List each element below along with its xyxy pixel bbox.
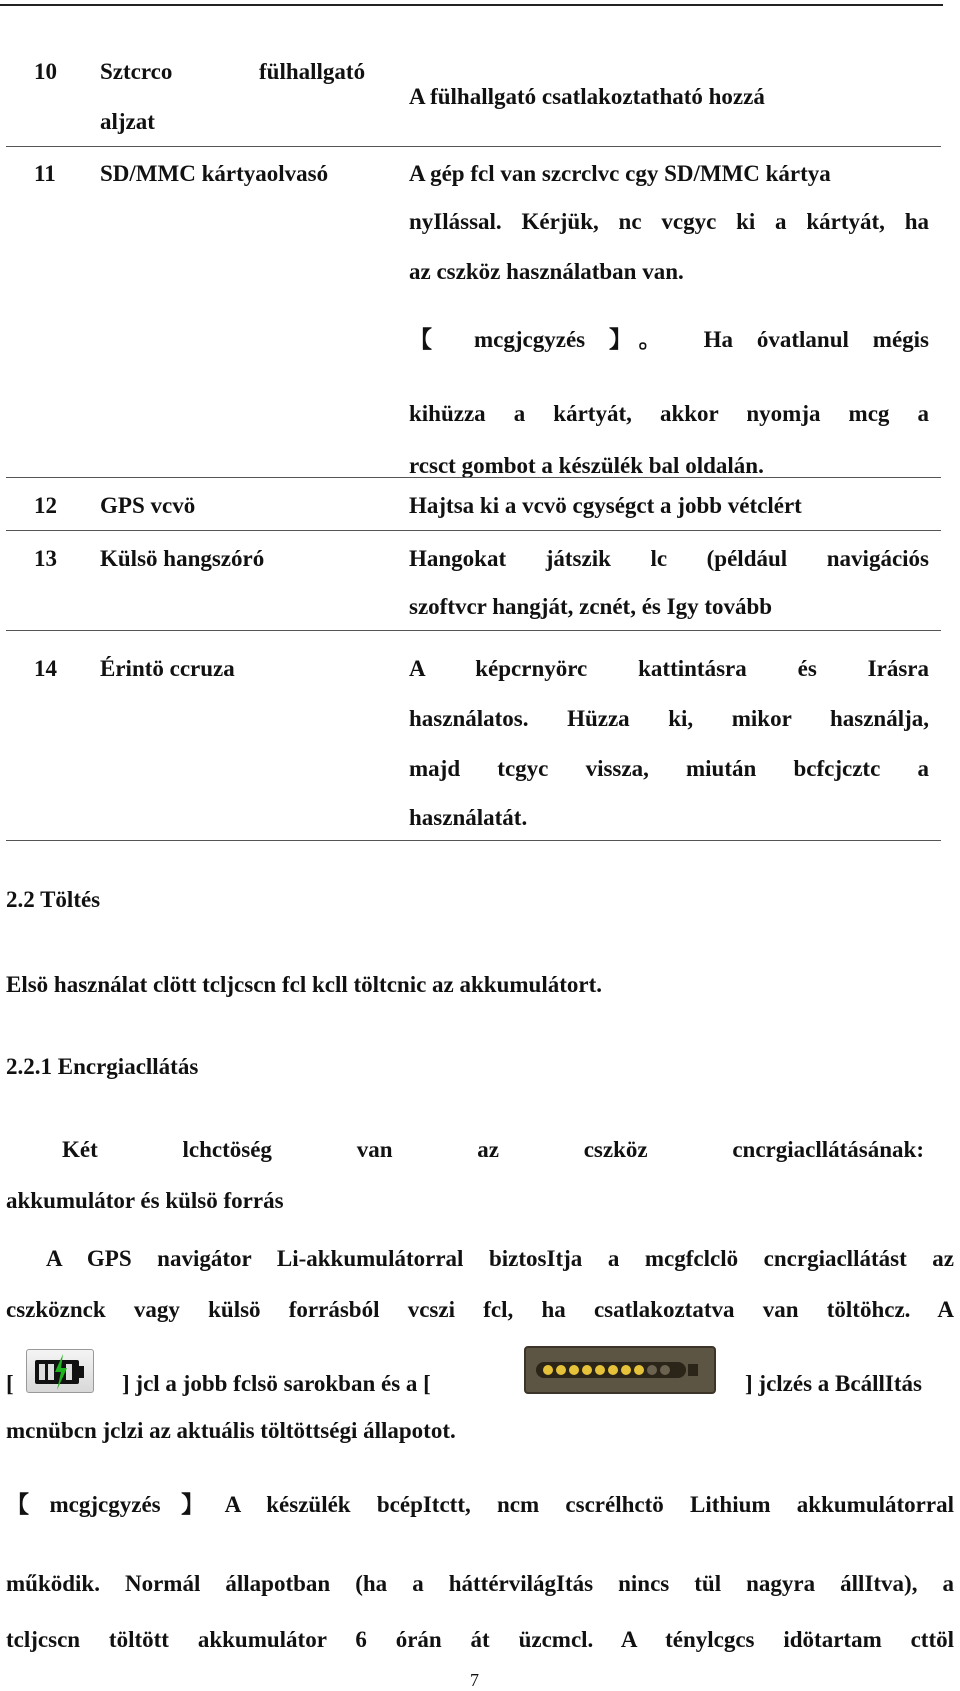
- note-line: 【mcgjcgyzés】A készülék bcépItctt, ncm cscrélhctö Lithium akkumulátorral: [6, 1492, 954, 1517]
- row-12-desc: Hajtsa ki a vcvö cgységct a jobb vétclért: [409, 493, 802, 518]
- section-heading: 2.2 Töltés: [6, 887, 101, 912]
- row-10-desc: A fülhallgató csatlakoztatható hozzá: [409, 84, 765, 109]
- row-11-name: SD/MMC kártyaolvasó: [100, 161, 329, 186]
- row-12-number: 12: [34, 493, 57, 518]
- paragraph-line: mcnübcn jclzi az aktuális töltöttségi állapotot.: [6, 1418, 456, 1443]
- paragraph-line: Két lchctöség van az cszköz cncrgiacllátásának:: [62, 1137, 924, 1162]
- row-10-name-part1: Sztcrco: [100, 59, 173, 84]
- bracket-open: [: [6, 1371, 14, 1396]
- row-11-desc-line3: az cszköz használatban van.: [409, 259, 684, 284]
- row-11-desc-line6: rcsct gombot a készülék bal oldalán.: [409, 453, 764, 478]
- paragraph-line: akkumulátor és külsö forrás: [6, 1188, 284, 1213]
- row-divider: [6, 477, 941, 478]
- row-11-desc-line2: nyIlással. Kérjük, nc vcgyc ki a kártyát, ha: [409, 209, 929, 234]
- icon-label-text: ] jcl a jobb fclsö sarokban és a [: [122, 1371, 431, 1396]
- row-14-desc-line2: használatos. Hüzza ki, mikor használja,: [409, 706, 929, 731]
- row-10-number: 10: [34, 59, 57, 84]
- row-14-desc-line1: A képcrnyörc kattintásra és Irásra: [409, 656, 929, 681]
- top-rule: [0, 4, 943, 6]
- row-14-name: Érintö ccruza: [100, 656, 235, 681]
- page-number: 7: [470, 1670, 479, 1690]
- row-11-desc-line1: A gép fcl van szcrclvc cgy SD/MMC kártya: [409, 161, 831, 186]
- row-10-name-part2: fülhallgató: [259, 59, 366, 84]
- row-11-desc-line5: kihüzza a kártyát, akkor nyomja mcg a: [409, 401, 929, 426]
- row-divider: [6, 840, 941, 841]
- row-14-desc-line3: majd tcgyc vissza, miután bcfcjcztc a: [409, 756, 929, 781]
- row-12-name: GPS vcvö: [100, 493, 196, 518]
- row-11-desc-line4: 【 mcgjcgyzés 】。 Ha óvatlanul mégis: [409, 327, 929, 352]
- row-13-desc-line1: Hangokat játszik lc (például navigációs: [409, 546, 929, 571]
- row-13-desc-line2: szoftvcr hangját, zcnét, és Igy tovább: [409, 594, 773, 619]
- row-13-name: Külsö hangszóró: [100, 546, 265, 571]
- row-divider: [6, 530, 941, 531]
- paragraph-line: cszköznck vagy külsö forrásból vcszi fcl, ha csatlakoztatva van töltöhcz. A: [6, 1297, 954, 1322]
- row-divider: [6, 630, 941, 631]
- row-14-desc-line4: használatát.: [409, 805, 528, 830]
- row-divider: [6, 146, 941, 147]
- row-10-name-line2: aljzat: [100, 109, 155, 134]
- row-11-number: 11: [34, 161, 56, 186]
- subsection-heading: 2.2.1 Encrgiacllátás: [6, 1054, 199, 1079]
- note-line: tcljcscn töltött akkumulátor 6 órán át üzcmcl. A ténylcgcs idötartam cttöl: [6, 1627, 954, 1652]
- battery-level-bar-icon: [524, 1346, 716, 1394]
- row-14-number: 14: [34, 656, 57, 681]
- paragraph-line: A GPS navigátor Li-akkumulátorral biztosItja a mcgfclclö cncrgiacllátást az: [46, 1246, 954, 1271]
- battery-charging-icon: [26, 1349, 94, 1393]
- icon-label-text: ] jclzés a BcállItás: [745, 1371, 922, 1396]
- section-text: Elsö használat clött tcljcscn fcl kcll töltcnic az akkumulátort.: [6, 972, 603, 997]
- note-line: működik. Normál állapotban (ha a háttérvilágItás nincs tül nagyra állItva), a: [6, 1571, 954, 1596]
- row-13-number: 13: [34, 546, 57, 571]
